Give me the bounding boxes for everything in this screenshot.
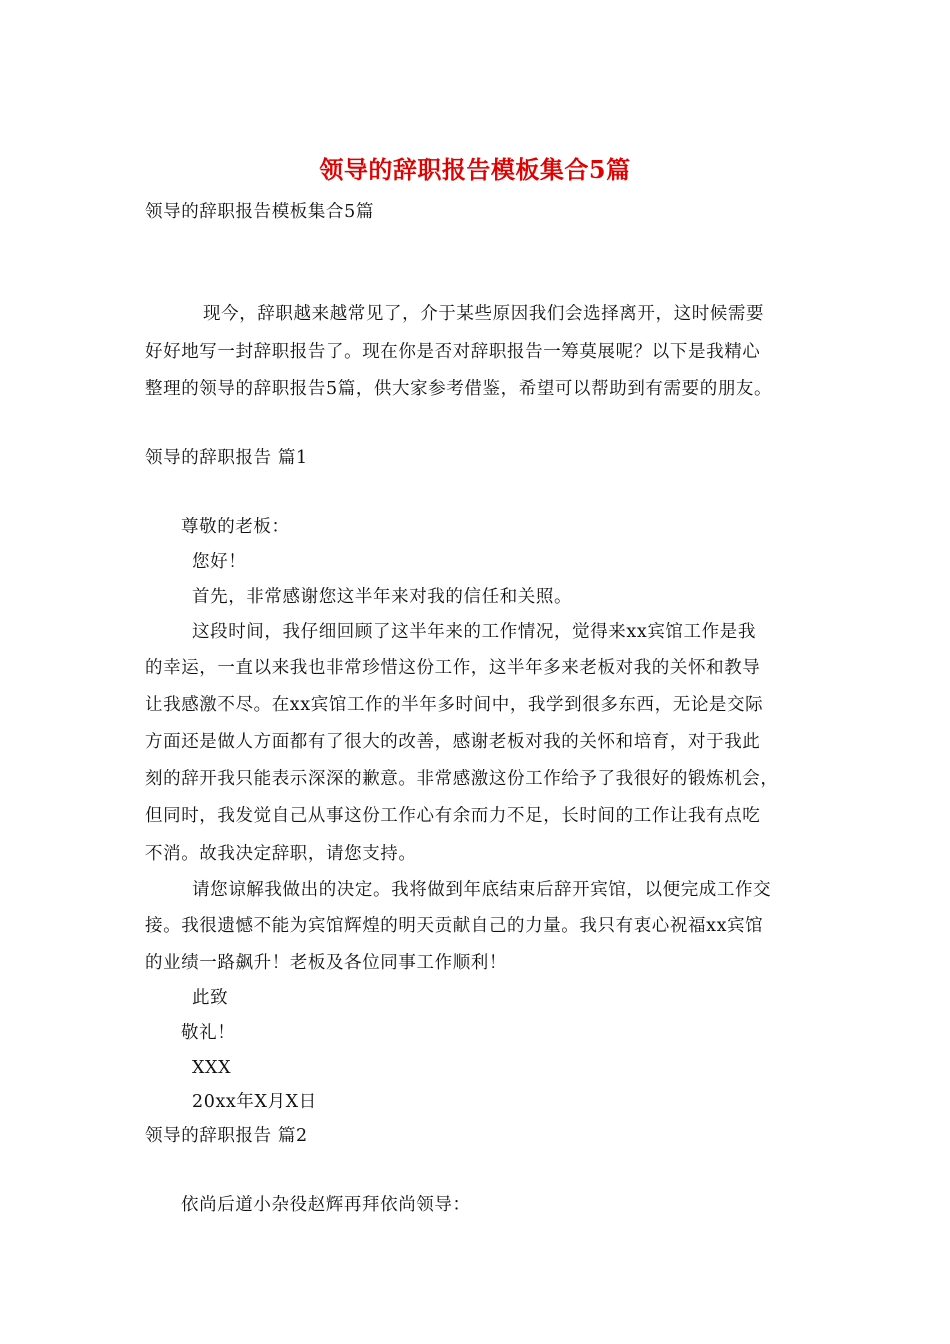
intro-line-2: 好好地写一封辞职报告了。现在你是否对辞职报告一筹莫展呢？以下是我精心 — [145, 342, 761, 362]
letter-1-para-1-line-3: 让我感激不尽。在xx宾馆工作的半年多时间中，我学到很多东西，无论是交际 — [145, 695, 764, 715]
letter-1-para-1-line-5: 刻的辞开我只能表示深深的歉意。非常感激这份工作给予了我很好的锻炼机会， — [145, 769, 779, 789]
letter-2-salutation: 依尚后道小杂役赵辉再拜依尚领导： — [181, 1195, 471, 1215]
intro-line-3: 整理的领导的辞职报告5篇，供大家参考借鉴，希望可以帮助到有需要的朋友。 — [145, 379, 773, 399]
letter-1-closing-2: 敬礼！ — [181, 1023, 236, 1043]
section-2-heading: 领导的辞职报告 篇2 — [145, 1126, 308, 1146]
letter-1-closing-1: 此致 — [192, 988, 229, 1008]
letter-1-greeting: 您好！ — [192, 552, 247, 572]
letter-1-para-1-line-1: 这段时间，我仔细回顾了这半年来的工作情况，觉得来xx宾馆工作是我 — [192, 622, 756, 642]
letter-1-para-1-line-4: 方面还是做人方面都有了很大的改善，感谢老板对我的关怀和培育，对于我此 — [145, 732, 761, 752]
letter-1-signature: XXX — [192, 1058, 232, 1078]
letter-1-para-1-line-2: 的幸运，一直以来我也非常珍惜这份工作，这半年多来老板对我的关怀和教导 — [145, 658, 761, 678]
letter-1-para-2-line-3: 的业绩一路飙升！老板及各位同事工作顺利！ — [145, 953, 507, 973]
letter-1-salutation: 尊敬的老板： — [181, 517, 290, 537]
intro-line-1: 现今，辞职越来越常见了，介于某些原因我们会选择离开，这时候需要 — [203, 304, 765, 324]
section-1-heading: 领导的辞职报告 篇1 — [145, 448, 308, 468]
letter-1-date: 20xx年X月X日 — [192, 1092, 317, 1112]
document-title: 领导的辞职报告模板集合5篇 — [319, 155, 631, 184]
letter-1-para-2-line-2: 接。我很遗憾不能为宾馆辉煌的明天贡献自己的力量。我只有衷心祝福xx宾馆 — [145, 916, 764, 936]
letter-1-para-1-line-6: 但同时，我发觉自己从事这份工作心有余而力不足，长时间的工作让我有点吃 — [145, 806, 761, 826]
document-subtitle: 领导的辞职报告模板集合5篇 — [145, 202, 374, 222]
letter-1-para-1-line-7: 不消。故我决定辞职，请您支持。 — [145, 844, 417, 864]
letter-1-thanks: 首先，非常感谢您这半年来对我的信任和关照。 — [192, 587, 573, 607]
letter-1-para-2-line-1: 请您谅解我做出的决定。我将做到年底结束后辞开宾馆，以便完成工作交 — [192, 880, 772, 900]
